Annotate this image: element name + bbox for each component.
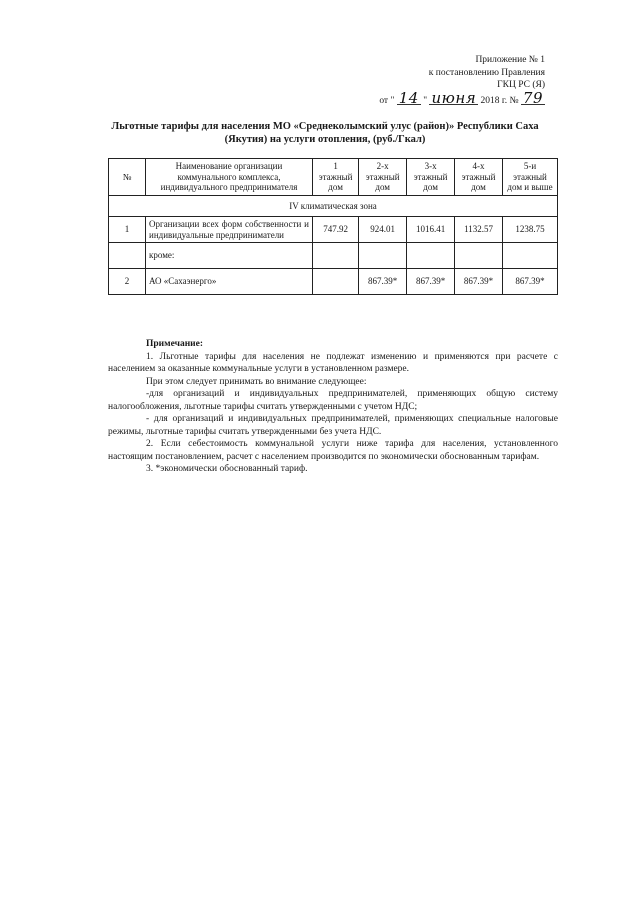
title-line-2: (Якутия) на услуги отопления, (руб./Гкал) xyxy=(224,134,426,145)
except-empty xyxy=(359,243,407,269)
header-col3: 3-х этажный дом xyxy=(407,159,455,196)
header-col5: 5-и этажный дом и выше xyxy=(502,159,557,196)
row1-v1: 747.92 xyxy=(313,217,359,243)
appendix-ref: к постановлению Правления xyxy=(428,67,545,78)
handwritten-day: 14 xyxy=(398,88,419,107)
zone-label: IV климатическая зона xyxy=(109,195,558,217)
title-line-1: Льготные тарифы для населения МО «Среднеколымский улус (район)» Республики Саха xyxy=(111,121,539,132)
notes-section xyxy=(108,338,558,476)
date-quote: " xyxy=(423,95,428,106)
except-row xyxy=(109,243,558,269)
except-label: кроме: xyxy=(146,243,313,269)
date-year: 2018 г. № xyxy=(480,95,519,106)
except-num xyxy=(109,243,146,269)
table-header-row xyxy=(109,159,558,196)
zone-row xyxy=(109,195,558,217)
row2-num: 2 xyxy=(109,269,146,295)
document-title xyxy=(90,120,560,146)
note-vat-special: - для организаций и индивидуальных предпринимателей, применяющих специальные налоговые режимы, льготные тарифы считать утвержденными без учета НДС. xyxy=(108,414,558,437)
handwritten-number: 79 xyxy=(522,88,543,107)
row1-v4: 1132.57 xyxy=(455,217,503,243)
header-num: № xyxy=(109,159,146,196)
header-col1: 1 этажный дом xyxy=(313,159,359,196)
row2-v1 xyxy=(313,269,359,295)
except-empty xyxy=(455,243,503,269)
note-vat-intro: При этом следует принимать во внимание следующее: xyxy=(146,376,367,387)
row1-name: Организации всех форм собственности и индивидуальные предприниматели xyxy=(146,217,313,243)
notes-heading: Примечание: xyxy=(146,339,204,349)
note-2: 2. Если себестоимость коммунальной услуги ниже тарифа для населения, установленного настоящим постановлением, расчет с населением производится по экономически обоснованным тарифам. xyxy=(108,439,558,462)
except-empty xyxy=(313,243,359,269)
except-empty xyxy=(407,243,455,269)
appendix-org: ГКЦ РС (Я) xyxy=(497,80,545,90)
appendix-date xyxy=(379,88,545,108)
row1-num: 1 xyxy=(109,217,146,243)
header-name: Наименование организации коммунального комплекса, индивидуального предпринимателя xyxy=(146,159,313,196)
date-prefix: от " xyxy=(379,95,395,106)
row2-name: АО «Сахаэнерго» xyxy=(146,269,313,295)
note-1: 1. Льготные тарифы для населения не подлежат изменению и применяются при расчете с населением за оказанные коммунальные услуги в установленном размере. xyxy=(108,351,558,374)
row1-v2: 924.01 xyxy=(359,217,407,243)
table-row xyxy=(109,217,558,243)
row2-v5: 867.39* xyxy=(502,269,557,295)
row2-v3: 867.39* xyxy=(407,269,455,295)
handwritten-month: июня xyxy=(431,88,477,107)
appendix-header xyxy=(379,54,545,107)
note-vat-general: -для организаций и индивидуальных предпринимателей, применяющих общую систему налогообложения, льготные тарифы считать утвержденными с учетом НДС; xyxy=(108,389,558,412)
appendix-title: Приложение № 1 xyxy=(475,55,545,65)
except-empty xyxy=(502,243,557,269)
header-col2: 2-х этажный дом xyxy=(359,159,407,196)
row1-v5: 1238.75 xyxy=(502,217,557,243)
row1-v3: 1016.41 xyxy=(407,217,455,243)
tariff-table xyxy=(108,158,558,295)
row2-v4: 867.39* xyxy=(455,269,503,295)
note-3: 3. *экономически обоснованный тариф. xyxy=(146,464,308,474)
header-col4: 4-х этажный дом xyxy=(455,159,503,196)
table-row xyxy=(109,269,558,295)
row2-v2: 867.39* xyxy=(359,269,407,295)
